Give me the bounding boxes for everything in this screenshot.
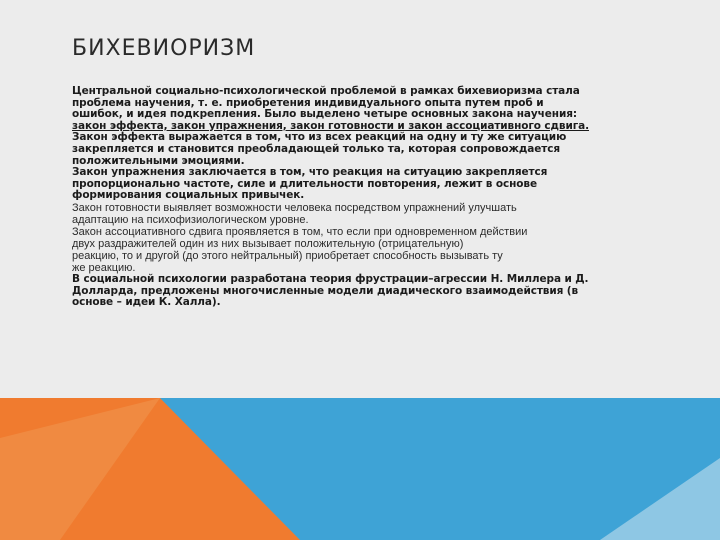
body-text (72, 86, 662, 309)
slide-title: БИХЕВИОРИЗМ (72, 36, 256, 61)
text-line: реакцию, то и другой (до этого нейтральный) приобретает способность вызывать ту (72, 249, 503, 262)
decorative-footer (0, 398, 720, 540)
text-line: двух раздражителей один из них вызывает положительную (отрицательную) (72, 237, 464, 250)
text-line: закрепляется и становится преобладающей только та, которая сопровождается (72, 142, 561, 155)
text-line: Центральной социально-психологической проблемой в рамках бихевиоризма стала (72, 85, 580, 97)
paragraph-intro (72, 86, 662, 132)
text-line: формирования социальных привычек. (72, 189, 305, 202)
text-line: основе – идеи К. Халла). (72, 296, 221, 309)
text-line: Закон ассоциативного сдвига проявляется в том, что если при одновременном действии (72, 225, 528, 238)
paragraph-law-of-readiness (72, 202, 662, 226)
paragraph-law-of-effect (72, 132, 662, 167)
text-line: проблема научения, т. е. приобретения индивидуального опыта путем проб и (72, 96, 544, 109)
paragraph-social-psychology (72, 274, 662, 309)
text-line: адаптацию на психофизиологическом уровне. (72, 213, 309, 226)
text-line: Долларда, предложены многочисленные модели диадического взаимодействия (в (72, 284, 579, 297)
text-line: же реакцию. (72, 261, 136, 274)
text-line: ошибок, и идея подкрепления. Было выделено четыре основных закона научения: (72, 108, 577, 121)
text-line-underlined: закон эффекта, закон упражнения, закон готовности и закон ассоциативного сдвига. (72, 119, 589, 132)
text-line: Закон готовности выявляет возможности человека посредством упражнений улучшать (72, 201, 517, 214)
text-line: положительными эмоциями. (72, 154, 245, 167)
text-line: Закон упражнения заключается в том, что реакция на ситуацию закрепляется (72, 166, 548, 179)
text-line: пропорционально частоте, силе и длительности повторения, лежит в основе (72, 177, 537, 190)
paragraph-law-of-associative-shift (72, 226, 662, 274)
text-line: В социальной психологии разработана теория фрустрации–агрессии Н. Миллера и Д. (72, 272, 589, 285)
text-line: Закон эффекта выражается в том, что из всех реакций на одну и ту же ситуацию (72, 131, 567, 144)
paragraph-law-of-exercise (72, 167, 662, 202)
